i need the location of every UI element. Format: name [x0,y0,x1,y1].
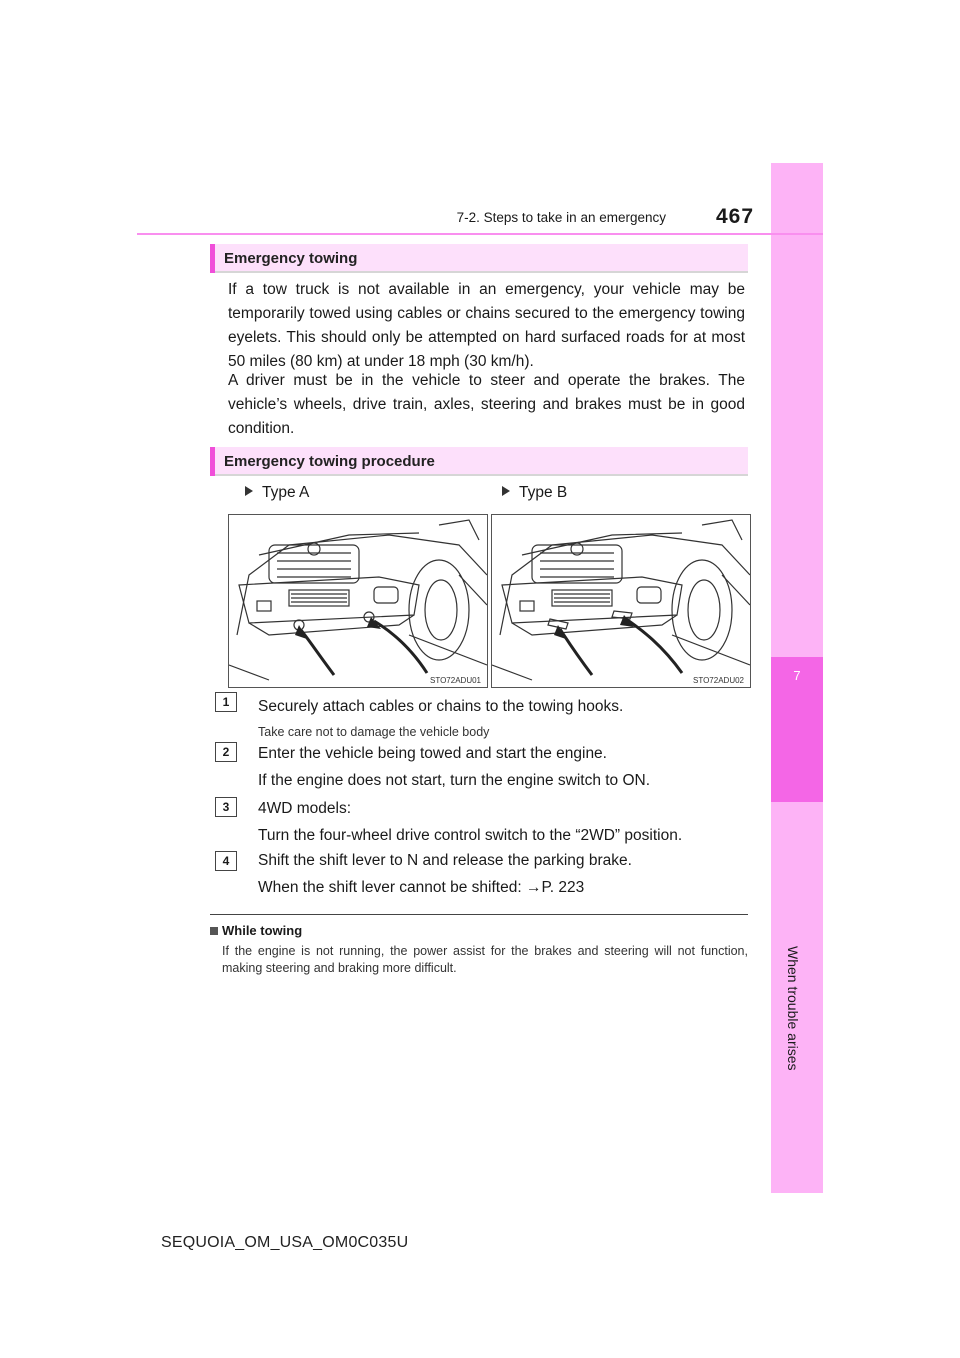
triangle-bullet-icon [245,486,253,496]
step-number-3: 3 [215,797,237,817]
driver-paragraph: A driver must be in the vehicle to steer and operate the brakes. The vehicle’s wheels, drive train, axles, steering and brakes must be in good condition. [228,372,745,437]
type-a-text: Type A [262,484,310,501]
type-b-label [502,484,567,502]
chapter-title: When trouble arises [785,946,801,1071]
page-number: 467 [716,205,755,228]
step-number-1: 1 [215,692,237,712]
section-heading-towing-procedure [210,447,748,476]
type-a-label [245,484,309,502]
intro-paragraph: If a tow truck is not available in an emergency, your vehicle may be temporarily towed using cables or chains secured to the emergency towing eyelets. This should only be attempted on hard surfaced roads for at most 50 miles (80 km) at under 18 mph (30 km/h). [228,281,745,370]
section-heading-text: Emergency towing [224,250,358,267]
figure-code: STO72ADU02 [693,676,744,685]
step-1-text: Securely attach cables or chains to the towing hooks. [258,698,624,715]
step-number-4: 4 [215,851,237,871]
figure-type-b [491,514,751,688]
step-2-subtext: If the engine does not start, turn the engine switch to ON. [258,772,651,789]
header-rule [137,233,823,235]
step-2-text: Enter the vehicle being towed and start the engine. [258,745,607,762]
truck-front-illustration [229,515,487,687]
document-code: SEQUOIA_OM_USA_OM0C035U [161,1234,409,1251]
section-divider [210,914,748,915]
chapter-number: 7 [793,668,801,683]
step-4-text: Shift the shift lever to N and release the parking brake. [258,852,632,869]
square-bullet-icon [210,927,218,935]
figure-code: STO72ADU01 [430,676,481,685]
step-number-2: 2 [215,742,237,762]
section-heading-emergency-towing [210,244,748,273]
step-3-subtext: Turn the four-wheel drive control switch to the “2WD” position. [258,827,683,844]
triangle-bullet-icon [502,486,510,496]
figure-type-a [228,514,488,688]
section-heading-text: Emergency towing procedure [224,453,435,470]
while-towing-heading [210,923,302,938]
while-towing-heading-text: While towing [222,923,303,938]
section-reference: 7-2. Steps to take in an emergency [456,210,666,225]
type-b-text: Type B [519,484,568,501]
step-4-subtext: When the shift lever cannot be shifted: →P. 223 [258,879,585,896]
truck-front-illustration [492,515,750,687]
step-1-note: Take care not to damage the vehicle body [258,725,490,739]
while-towing-text: If the engine is not running, the power assist for the brakes and steering will not function, making steering and braking more difficult. [222,944,748,975]
step-3-text: 4WD models: [258,800,352,817]
